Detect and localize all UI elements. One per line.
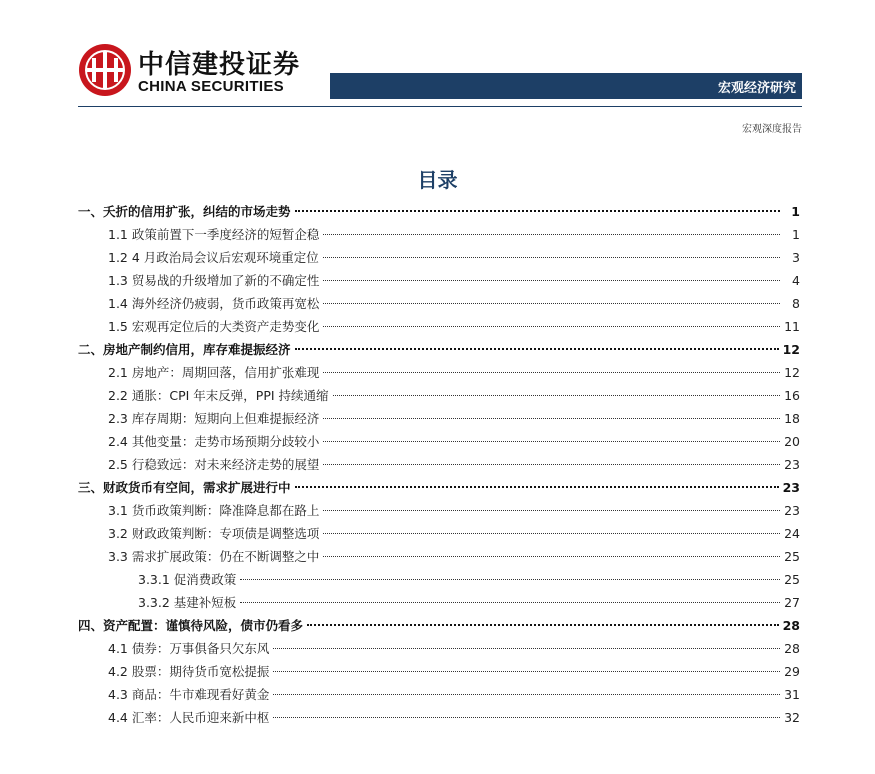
dot-leader	[273, 648, 780, 649]
toc-section-link[interactable]	[78, 246, 800, 269]
toc-page-number: 8	[792, 296, 800, 311]
toc-chapter-link[interactable]	[78, 614, 800, 637]
toc-page-number: 1	[792, 227, 800, 242]
toc-entry-text: 二、房地产制约信用，库存难提振经济	[78, 342, 291, 357]
section-banner	[330, 73, 802, 99]
toc-chapter-link[interactable]	[78, 476, 800, 499]
toc-section-link[interactable]	[78, 683, 800, 706]
dot-leader	[295, 210, 780, 212]
toc-page-number: 1	[791, 204, 800, 219]
toc-entry-text: 4.2 股票：期待货币宽松提振	[108, 664, 270, 679]
toc-entry-text: 3.1 货币政策判断：降准降息都在路上	[108, 503, 320, 518]
toc-entry-text: 一、夭折的信用扩张，纠结的市场走势	[78, 204, 291, 219]
toc-page-number: 12	[784, 365, 800, 380]
toc-chapter-link[interactable]	[78, 338, 800, 361]
dot-leader	[323, 372, 780, 373]
toc-entry-text: 1.3 贸易战的升级增加了新的不确定性	[108, 273, 320, 288]
dot-leader	[323, 441, 780, 442]
toc-section-link[interactable]	[78, 269, 800, 292]
toc-section-link[interactable]	[78, 637, 800, 660]
dot-leader	[333, 395, 780, 396]
toc-section-link[interactable]	[78, 706, 800, 729]
toc-page-number: 29	[784, 664, 800, 679]
toc-page-number: 31	[784, 687, 800, 702]
dot-leader	[273, 717, 780, 718]
toc-entry-text: 1.4 海外经济仍疲弱，货币政策再宽松	[108, 296, 320, 311]
header-divider	[78, 106, 802, 107]
toc-entry-text: 3.3 需求扩展政策：仍在不断调整之中	[108, 549, 320, 564]
toc-page-number: 18	[784, 411, 800, 426]
dot-leader	[240, 579, 780, 580]
dot-leader	[323, 303, 780, 304]
logo-chinese-name: 中信建投证券	[138, 50, 301, 80]
toc-entry-text: 3.3.1 促消费政策	[138, 572, 237, 587]
toc-page-number: 4	[792, 273, 800, 288]
dot-leader	[323, 510, 780, 511]
toc-entry-text: 四、资产配置：谨慎待风险，债市仍看多	[78, 618, 304, 633]
dot-leader	[323, 464, 780, 465]
toc-entry-text: 3.3.2 基建补短板	[138, 595, 237, 610]
toc-section-link[interactable]	[78, 430, 800, 453]
toc-section-link[interactable]	[78, 660, 800, 683]
toc-section-link[interactable]	[78, 384, 800, 407]
toc-page-number: 20	[784, 434, 800, 449]
dot-leader	[273, 694, 780, 695]
logo-english-name: CHINA SECURITIES	[138, 78, 284, 95]
toc-page-number: 23	[784, 457, 800, 472]
toc-entry-text: 1.2 4 月政治局会议后宏观环境重定位	[108, 250, 319, 265]
toc-subsection-link[interactable]	[78, 591, 800, 614]
toc-page-number: 25	[784, 549, 800, 564]
dot-leader	[307, 624, 779, 626]
toc-subsection-link[interactable]	[78, 568, 800, 591]
toc-entry-text: 3.2 财政政策判断：专项债是调整选项	[108, 526, 320, 541]
toc-section-link[interactable]	[78, 292, 800, 315]
toc-page-number: 23	[784, 503, 800, 518]
toc-page-number: 24	[784, 526, 800, 541]
toc-page-number: 11	[784, 319, 800, 334]
toc-entry-text: 4.1 债券：万事俱备只欠东风	[108, 641, 270, 656]
dot-leader	[273, 671, 780, 672]
dot-leader	[240, 602, 780, 603]
toc-entry-text: 2.1 房地产：周期回落，信用扩张难现	[108, 365, 320, 380]
table-of-contents	[78, 200, 800, 729]
toc-section-link[interactable]	[78, 361, 800, 384]
toc-page-number: 23	[782, 480, 800, 495]
toc-entry-text: 三、财政货币有空间，需求扩展进行中	[78, 480, 291, 495]
toc-page-number: 27	[784, 595, 800, 610]
dot-leader	[323, 418, 780, 419]
toc-entry-text: 1.1 政策前置下一季度经济的短暂企稳	[108, 227, 320, 242]
toc-page-number: 28	[782, 618, 800, 633]
toc-entry-text: 2.5 行稳致远：对未来经济走势的展望	[108, 457, 320, 472]
report-header	[0, 0, 875, 150]
toc-page-number: 16	[784, 388, 800, 403]
dot-leader	[323, 234, 780, 235]
toc-title: 目录	[417, 168, 458, 192]
toc-section-link[interactable]	[78, 453, 800, 476]
toc-entry-text: 2.4 其他变量：走势市场预期分歧较小	[108, 434, 320, 449]
report-type: 宏观深度报告	[742, 124, 802, 135]
dot-leader	[323, 280, 780, 281]
toc-entry-text: 4.4 汇率：人民币迎来新中枢	[108, 710, 270, 725]
toc-entry-text: 2.2 通胀：CPI 年末反弹，PPI 持续通缩	[108, 388, 329, 403]
dot-leader	[323, 533, 780, 534]
toc-section-link[interactable]	[78, 499, 800, 522]
toc-page-number: 25	[784, 572, 800, 587]
dot-leader	[295, 486, 779, 488]
dot-leader	[323, 326, 780, 327]
toc-section-link[interactable]	[78, 545, 800, 568]
toc-page-number: 3	[792, 250, 800, 265]
toc-entry-text: 4.3 商品：牛市难现看好黄金	[108, 687, 270, 702]
toc-section-link[interactable]	[78, 407, 800, 430]
toc-section-link[interactable]	[78, 522, 800, 545]
china-securities-logo-icon	[78, 43, 132, 97]
toc-chapter-link[interactable]	[78, 200, 800, 223]
toc-page-number: 28	[784, 641, 800, 656]
dot-leader	[295, 348, 779, 350]
dot-leader	[323, 257, 780, 258]
toc-page-number: 12	[782, 342, 800, 357]
dot-leader	[323, 556, 780, 557]
section-label: 宏观经济研究	[717, 81, 796, 96]
toc-entry-text: 1.5 宏观再定位后的大类资产走势变化	[108, 319, 320, 334]
toc-entry-text: 2.3 库存周期：短期向上但难提振经济	[108, 411, 320, 426]
toc-page-number: 32	[784, 710, 800, 725]
toc-section-link[interactable]	[78, 315, 800, 338]
toc-section-link[interactable]	[78, 223, 800, 246]
